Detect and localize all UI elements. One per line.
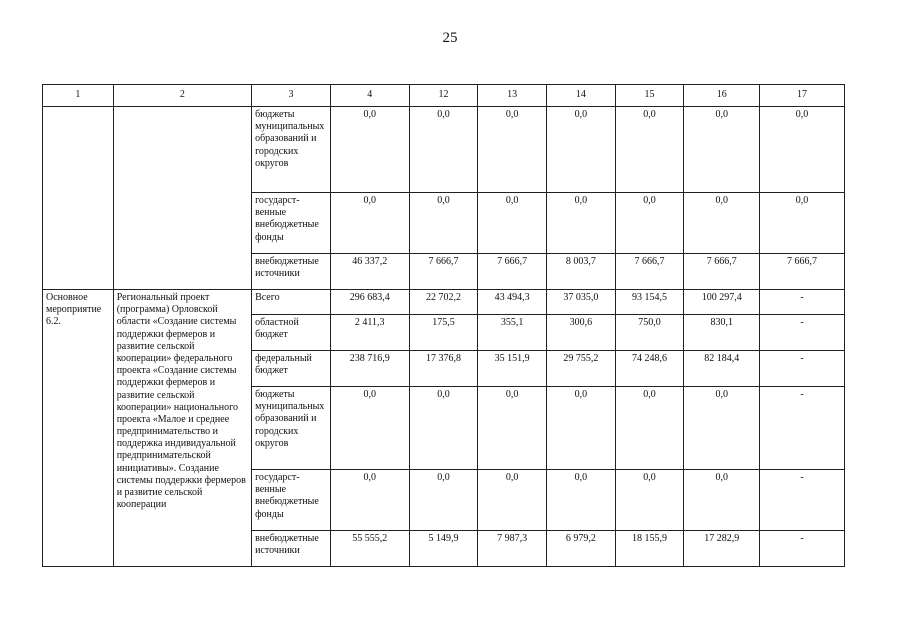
value-cell: 0,0 bbox=[478, 387, 547, 470]
value-cell: 7 666,7 bbox=[409, 254, 478, 290]
value-cell: 55 555,2 bbox=[330, 531, 409, 567]
funding-source: государственные внебюджетные фонды bbox=[252, 193, 331, 254]
value-cell: 0,0 bbox=[330, 387, 409, 470]
empty-cell bbox=[113, 107, 251, 290]
value-cell: 0,0 bbox=[330, 193, 409, 254]
value-cell: 296 683,4 bbox=[330, 290, 409, 315]
value-cell: 0,0 bbox=[409, 470, 478, 531]
value-cell: 0,0 bbox=[478, 107, 547, 193]
value-cell: - bbox=[760, 315, 845, 351]
funding-source: Всего bbox=[252, 290, 331, 315]
value-cell: 6 979,2 bbox=[546, 531, 615, 567]
value-cell: 93 154,5 bbox=[615, 290, 684, 315]
value-cell: 0,0 bbox=[409, 107, 478, 193]
value-cell: - bbox=[760, 290, 845, 315]
value-cell: 29 755,2 bbox=[546, 351, 615, 387]
value-cell: 46 337,2 bbox=[330, 254, 409, 290]
value-cell: 74 248,6 bbox=[615, 351, 684, 387]
value-cell: 0,0 bbox=[684, 107, 760, 193]
value-cell: 238 716,9 bbox=[330, 351, 409, 387]
value-cell: 0,0 bbox=[760, 193, 845, 254]
value-cell: - bbox=[760, 470, 845, 531]
value-cell: 0,0 bbox=[615, 387, 684, 470]
funding-source: государственные внебюджетные фонды bbox=[252, 470, 331, 531]
value-cell: 0,0 bbox=[684, 193, 760, 254]
funding-source: областной бюджет bbox=[252, 315, 331, 351]
value-cell: 0,0 bbox=[330, 107, 409, 193]
value-cell: 0,0 bbox=[546, 107, 615, 193]
value-cell: 0,0 bbox=[546, 387, 615, 470]
measure-description: Региональный проект (программа) Орловской области «Создание системы поддержки фермеров и развитие сельской кооперации» федерального проекта «Создание системы поддержки фермеров и развитие сельской кооперации» национального проекта «Малое и среднее предпринимательство и поддержка индивидуальной предпринимательской инициативы». Создание системы поддержки фермеров и развитие сельской кооперации bbox=[113, 290, 251, 567]
value-cell: 82 184,4 bbox=[684, 351, 760, 387]
value-cell: 0,0 bbox=[546, 470, 615, 531]
funding-source: федеральный бюджет bbox=[252, 351, 331, 387]
value-cell: 7 666,7 bbox=[615, 254, 684, 290]
measure-name: Основное мероприятие 6.2. bbox=[43, 290, 114, 567]
value-cell: 0,0 bbox=[478, 193, 547, 254]
value-cell: 7 987,3 bbox=[478, 531, 547, 567]
funding-source: внебюджетные источники bbox=[252, 531, 331, 567]
table-row bbox=[43, 107, 845, 193]
funding-source: бюджеты муниципальных образований и городских округов bbox=[252, 107, 331, 193]
value-cell: 5 149,9 bbox=[409, 531, 478, 567]
value-cell: 0,0 bbox=[684, 387, 760, 470]
value-cell: 2 411,3 bbox=[330, 315, 409, 351]
value-cell: 35 151,9 bbox=[478, 351, 547, 387]
value-cell: 43 494,3 bbox=[478, 290, 547, 315]
value-cell: 0,0 bbox=[409, 387, 478, 470]
value-cell: 0,0 bbox=[684, 470, 760, 531]
value-cell: 0,0 bbox=[615, 107, 684, 193]
col-header: 3 bbox=[252, 85, 331, 107]
col-header: 16 bbox=[684, 85, 760, 107]
value-cell: 7 666,7 bbox=[684, 254, 760, 290]
table-row bbox=[43, 290, 845, 315]
value-cell: 0,0 bbox=[615, 470, 684, 531]
col-header: 12 bbox=[409, 85, 478, 107]
col-header: 15 bbox=[615, 85, 684, 107]
value-cell: 0,0 bbox=[760, 107, 845, 193]
value-cell: 0,0 bbox=[546, 193, 615, 254]
value-cell: 830,1 bbox=[684, 315, 760, 351]
col-header: 13 bbox=[478, 85, 547, 107]
value-cell: 22 702,2 bbox=[409, 290, 478, 315]
col-header: 17 bbox=[760, 85, 845, 107]
value-cell: - bbox=[760, 351, 845, 387]
value-cell: 0,0 bbox=[615, 193, 684, 254]
value-cell: - bbox=[760, 387, 845, 470]
value-cell: 0,0 bbox=[330, 470, 409, 531]
col-header: 4 bbox=[330, 85, 409, 107]
col-header: 2 bbox=[113, 85, 251, 107]
value-cell: 355,1 bbox=[478, 315, 547, 351]
value-cell: 7 666,7 bbox=[478, 254, 547, 290]
value-cell: 0,0 bbox=[409, 193, 478, 254]
value-cell: 18 155,9 bbox=[615, 531, 684, 567]
col-header: 1 bbox=[43, 85, 114, 107]
value-cell: - bbox=[760, 531, 845, 567]
empty-cell bbox=[43, 107, 114, 290]
value-cell: 300,6 bbox=[546, 315, 615, 351]
value-cell: 100 297,4 bbox=[684, 290, 760, 315]
value-cell: 37 035,0 bbox=[546, 290, 615, 315]
page-number: 25 bbox=[442, 30, 458, 46]
value-cell: 8 003,7 bbox=[546, 254, 615, 290]
value-cell: 0,0 bbox=[478, 470, 547, 531]
budget-table bbox=[42, 84, 845, 567]
col-header: 14 bbox=[546, 85, 615, 107]
value-cell: 175,5 bbox=[409, 315, 478, 351]
funding-source: бюджеты муниципальных образований и городских округов bbox=[252, 387, 331, 470]
funding-source: внебюджетные источники bbox=[252, 254, 331, 290]
value-cell: 17 376,8 bbox=[409, 351, 478, 387]
header-row bbox=[43, 85, 845, 107]
value-cell: 7 666,7 bbox=[760, 254, 845, 290]
value-cell: 750,0 bbox=[615, 315, 684, 351]
value-cell: 17 282,9 bbox=[684, 531, 760, 567]
